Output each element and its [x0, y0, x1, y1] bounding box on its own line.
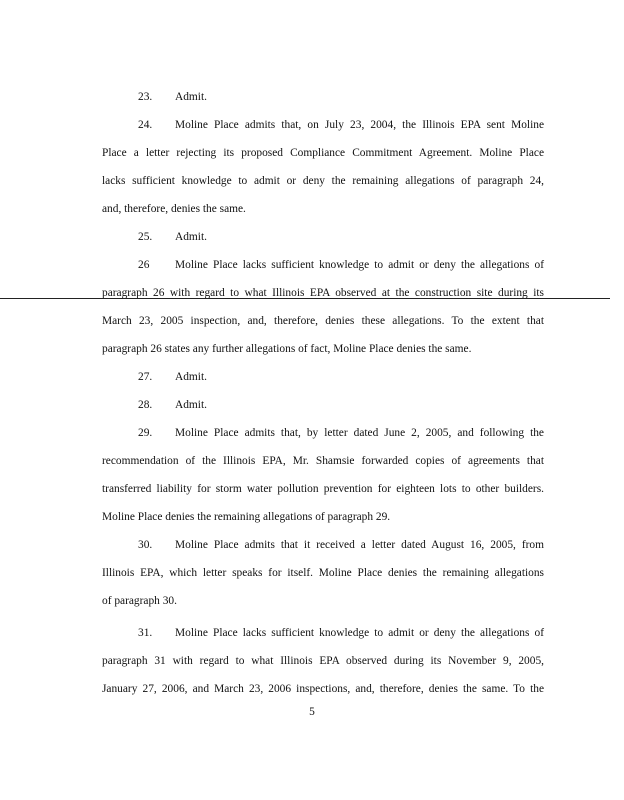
paragraph-number: 30.	[138, 539, 153, 551]
paragraph-number: 31.	[138, 627, 153, 639]
paragraph-line: Illinois EPA, which letter speaks for itself. Moline Place denies the remaining allegations	[102, 567, 544, 579]
paragraph-line: recommendation of the Illinois EPA, Mr. Shamsie forwarded copies of agreements that	[102, 455, 544, 467]
paragraph-line: of paragraph 30.	[102, 595, 177, 607]
paragraph-line: paragraph 31 with regard to what Illinois EPA observed during its November 9, 2005,	[102, 655, 544, 667]
paragraph-line: January 27, 2006, and March 23, 2006 inspections, and, therefore, denies the same. To the	[102, 683, 544, 695]
horizontal-rule	[0, 298, 610, 299]
paragraph-line: Moline Place admits that it received a letter dated August 16, 2005, from	[175, 539, 544, 551]
paragraph-number: 28.	[138, 399, 153, 411]
page-number: 5	[309, 706, 315, 718]
paragraph-number: 29.	[138, 427, 153, 439]
paragraph-number: 25.	[138, 231, 153, 243]
paragraph-line: and, therefore, denies the same.	[102, 203, 246, 215]
paragraph-line: Admit.	[175, 91, 207, 103]
paragraph-line: March 23, 2005 inspection, and, therefore, denies these allegations. To the extent that	[102, 315, 544, 327]
paragraph-line: Admit.	[175, 231, 207, 243]
paragraph-line: Moline Place admits that, on July 23, 2004, the Illinois EPA sent Moline	[175, 119, 544, 131]
paragraph-line: Admit.	[175, 399, 207, 411]
paragraph-line: paragraph 26 states any further allegations of fact, Moline Place denies the same.	[102, 343, 472, 355]
paragraph-line: transferred liability for storm water pollution prevention for eighteen lots to other builders.	[102, 483, 544, 495]
paragraph-line: Place a letter rejecting its proposed Compliance Commitment Agreement. Moline Place	[102, 147, 544, 159]
paragraph-line: lacks sufficient knowledge to admit or deny the remaining allegations of paragraph 24,	[102, 175, 544, 187]
paragraph-line: paragraph 26 with regard to what Illinois EPA observed at the construction site during its	[102, 287, 544, 299]
paragraph-line: Moline Place lacks sufficient knowledge to admit or deny the allegations of	[175, 627, 544, 639]
paragraph-line: Moline Place denies the remaining allegations of paragraph 29.	[102, 511, 391, 523]
paragraph-line: Moline Place admits that, by letter dated June 2, 2005, and following the	[175, 427, 544, 439]
paragraph-line: Admit.	[175, 371, 207, 383]
paragraph-line: Moline Place lacks sufficient knowledge to admit or deny the allegations of	[175, 259, 544, 271]
paragraph-number: 23.	[138, 91, 153, 103]
paragraph-number: 24.	[138, 119, 153, 131]
paragraph-number: 26	[138, 259, 150, 271]
paragraph-number: 27.	[138, 371, 153, 383]
